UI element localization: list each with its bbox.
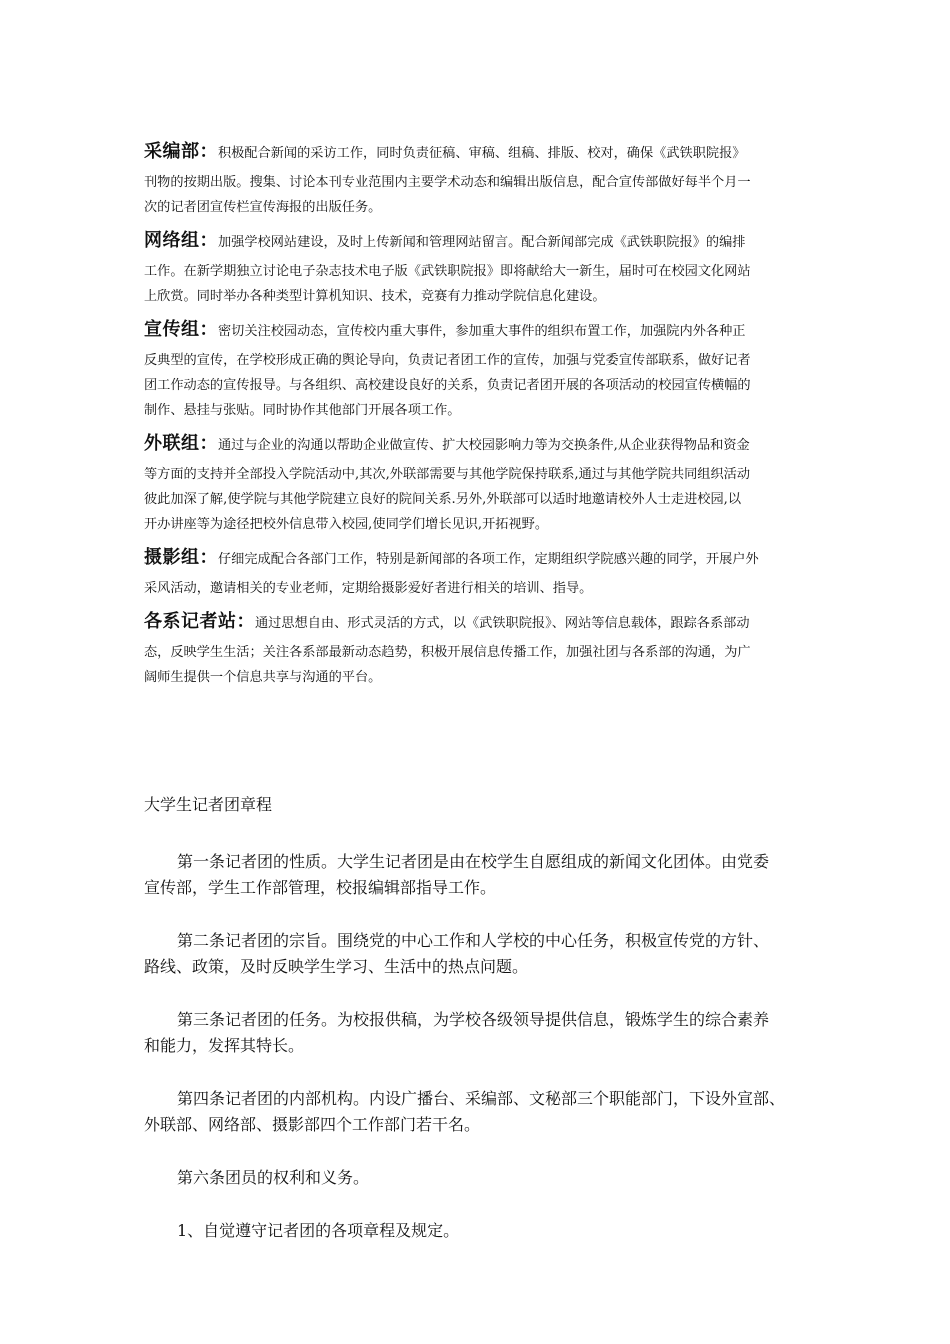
- charter-article: [144, 928, 808, 980]
- department-text: 采风活动，邀请相关的专业老师，定期给摄影爱好者进行相关的培训、指导。: [144, 581, 593, 596]
- department-text: 刊物的按期出版。搜集、讨论本刊专业范围内主要学术动态和编辑出版信息，配合宣传部做好每半个月一: [144, 175, 751, 190]
- department-text: 彼此加深了解,使学院与其他学院建立良好的院间关系.另外,外联部可以适时地邀请校外人士走进校园,以: [144, 492, 742, 507]
- charter-article: [144, 1086, 808, 1138]
- department-heading: 宣传组：: [144, 319, 218, 340]
- department-text: 仔细完成配合各部门工作，特别是新闻部的各项工作，定期组织学院感兴趣的同学，开展户外: [218, 552, 759, 567]
- department-text: 反典型的宣传，在学校形成正确的舆论导向，负责记者团工作的宣传，加强与党委宣传部联系，做好记者: [144, 353, 751, 368]
- charter-title: 大学生记者团章程: [144, 795, 273, 814]
- charter-article: [144, 849, 808, 901]
- department-text: 等方面的支持并全部投入学院活动中,其次,外联部需要与其他学院保持联系,通过与其他学院共同组织活动: [144, 467, 751, 482]
- article-text: 第四条记者团的内部机构。内设广播台、采编部、文秘部三个职能部门，下设外宣部、: [177, 1089, 786, 1108]
- charter-article: [144, 1165, 808, 1191]
- department-text: 通过与企业的沟通以帮助企业做宣传、扩大校园影响力等为交换条件,从企业获得物品和资金: [218, 438, 750, 453]
- department-text: 上欣赏。同时举办各种类型计算机知识、技术，竞赛有力推动学院信息化建设。: [144, 289, 606, 304]
- department-text: 次的记者团宣传栏宣传海报的出版任务。: [144, 200, 382, 215]
- department-sheying: [144, 542, 808, 601]
- article-text: 和能力，发挥其特长。: [144, 1036, 305, 1055]
- department-wangluo: [144, 225, 808, 309]
- department-text: 态，反映学生生活；关注各系部最新动态趋势，积极开展信息传播工作，加强社团与各系部的沟通，为广: [144, 645, 751, 660]
- charter-article: [144, 1007, 808, 1059]
- department-caibian: [144, 136, 808, 220]
- department-text: 通过思想自由、形式灵活的方式，以《武铁职院报》、网站等信息载体，跟踪各系部动: [255, 616, 750, 631]
- department-heading: 各系记者站：: [144, 611, 255, 632]
- department-text: 加强学校网站建设，及时上传新闻和管理网站留言。配合新闻部完成《武铁职院报》的编排: [218, 235, 746, 250]
- department-wailian: [144, 428, 808, 537]
- department-text: 积极配合新闻的采访工作，同时负责征稿、审稿、组稿、排版、校对，确保《武铁职院报》: [218, 146, 746, 161]
- department-heading: 外联组：: [144, 433, 218, 454]
- article-text: 路线、政策，及时反映学生学习、生活中的热点问题。: [144, 957, 529, 976]
- department-text: 开办讲座等为途径把校外信息带入校园,使同学们增长见识,开拓视野。: [144, 517, 549, 532]
- department-text: 工作。在新学期独立讨论电子杂志技术电子版《武铁职院报》即将献给大一新生，届时可在校园文化网站: [144, 264, 751, 279]
- department-jizhezhan: [144, 606, 808, 690]
- department-text: 密切关注校园动态，宣传校内重大事件，参加重大事件的组织布置工作，加强院内外各种正: [218, 324, 746, 339]
- department-heading: 网络组：: [144, 230, 218, 251]
- departments-section: [144, 136, 808, 690]
- article-text: 第六条团员的权利和义务。: [177, 1168, 370, 1187]
- article-text: 宣传部，学生工作部管理，校报编辑部指导工作。: [144, 878, 497, 897]
- article-text: 外联部、网络部、摄影部四个工作部门若干名。: [144, 1115, 481, 1134]
- department-text: 阔师生提供一个信息共享与沟通的平台。: [144, 670, 382, 685]
- department-text: 制作、悬挂与张贴。同时协作其他部门开展各项工作。: [144, 403, 461, 418]
- department-heading: 摄影组：: [144, 547, 218, 568]
- department-text: 团工作动态的宣传报导。与各组织、高校建设良好的关系，负责记者团开展的各项活动的校园宣传横幅的: [144, 378, 751, 393]
- article-text: 1、自觉遵守记者团的各项章程及规定。: [177, 1221, 460, 1240]
- department-heading: 采编部：: [144, 141, 218, 162]
- charter-section: [144, 792, 808, 1271]
- department-xuanchuan: [144, 314, 808, 423]
- article-text: 第三条记者团的任务。为校报供稿，为学校各级领导提供信息，锻炼学生的综合素养: [177, 1010, 770, 1029]
- charter-article: [144, 1218, 808, 1244]
- article-text: 第二条记者团的宗旨。围绕党的中心工作和人学校的中心任务，积极宣传党的方针、: [177, 931, 770, 950]
- article-text: 第一条记者团的性质。大学生记者团是由在校学生自愿组成的新闻文化团体。由党委: [177, 852, 770, 871]
